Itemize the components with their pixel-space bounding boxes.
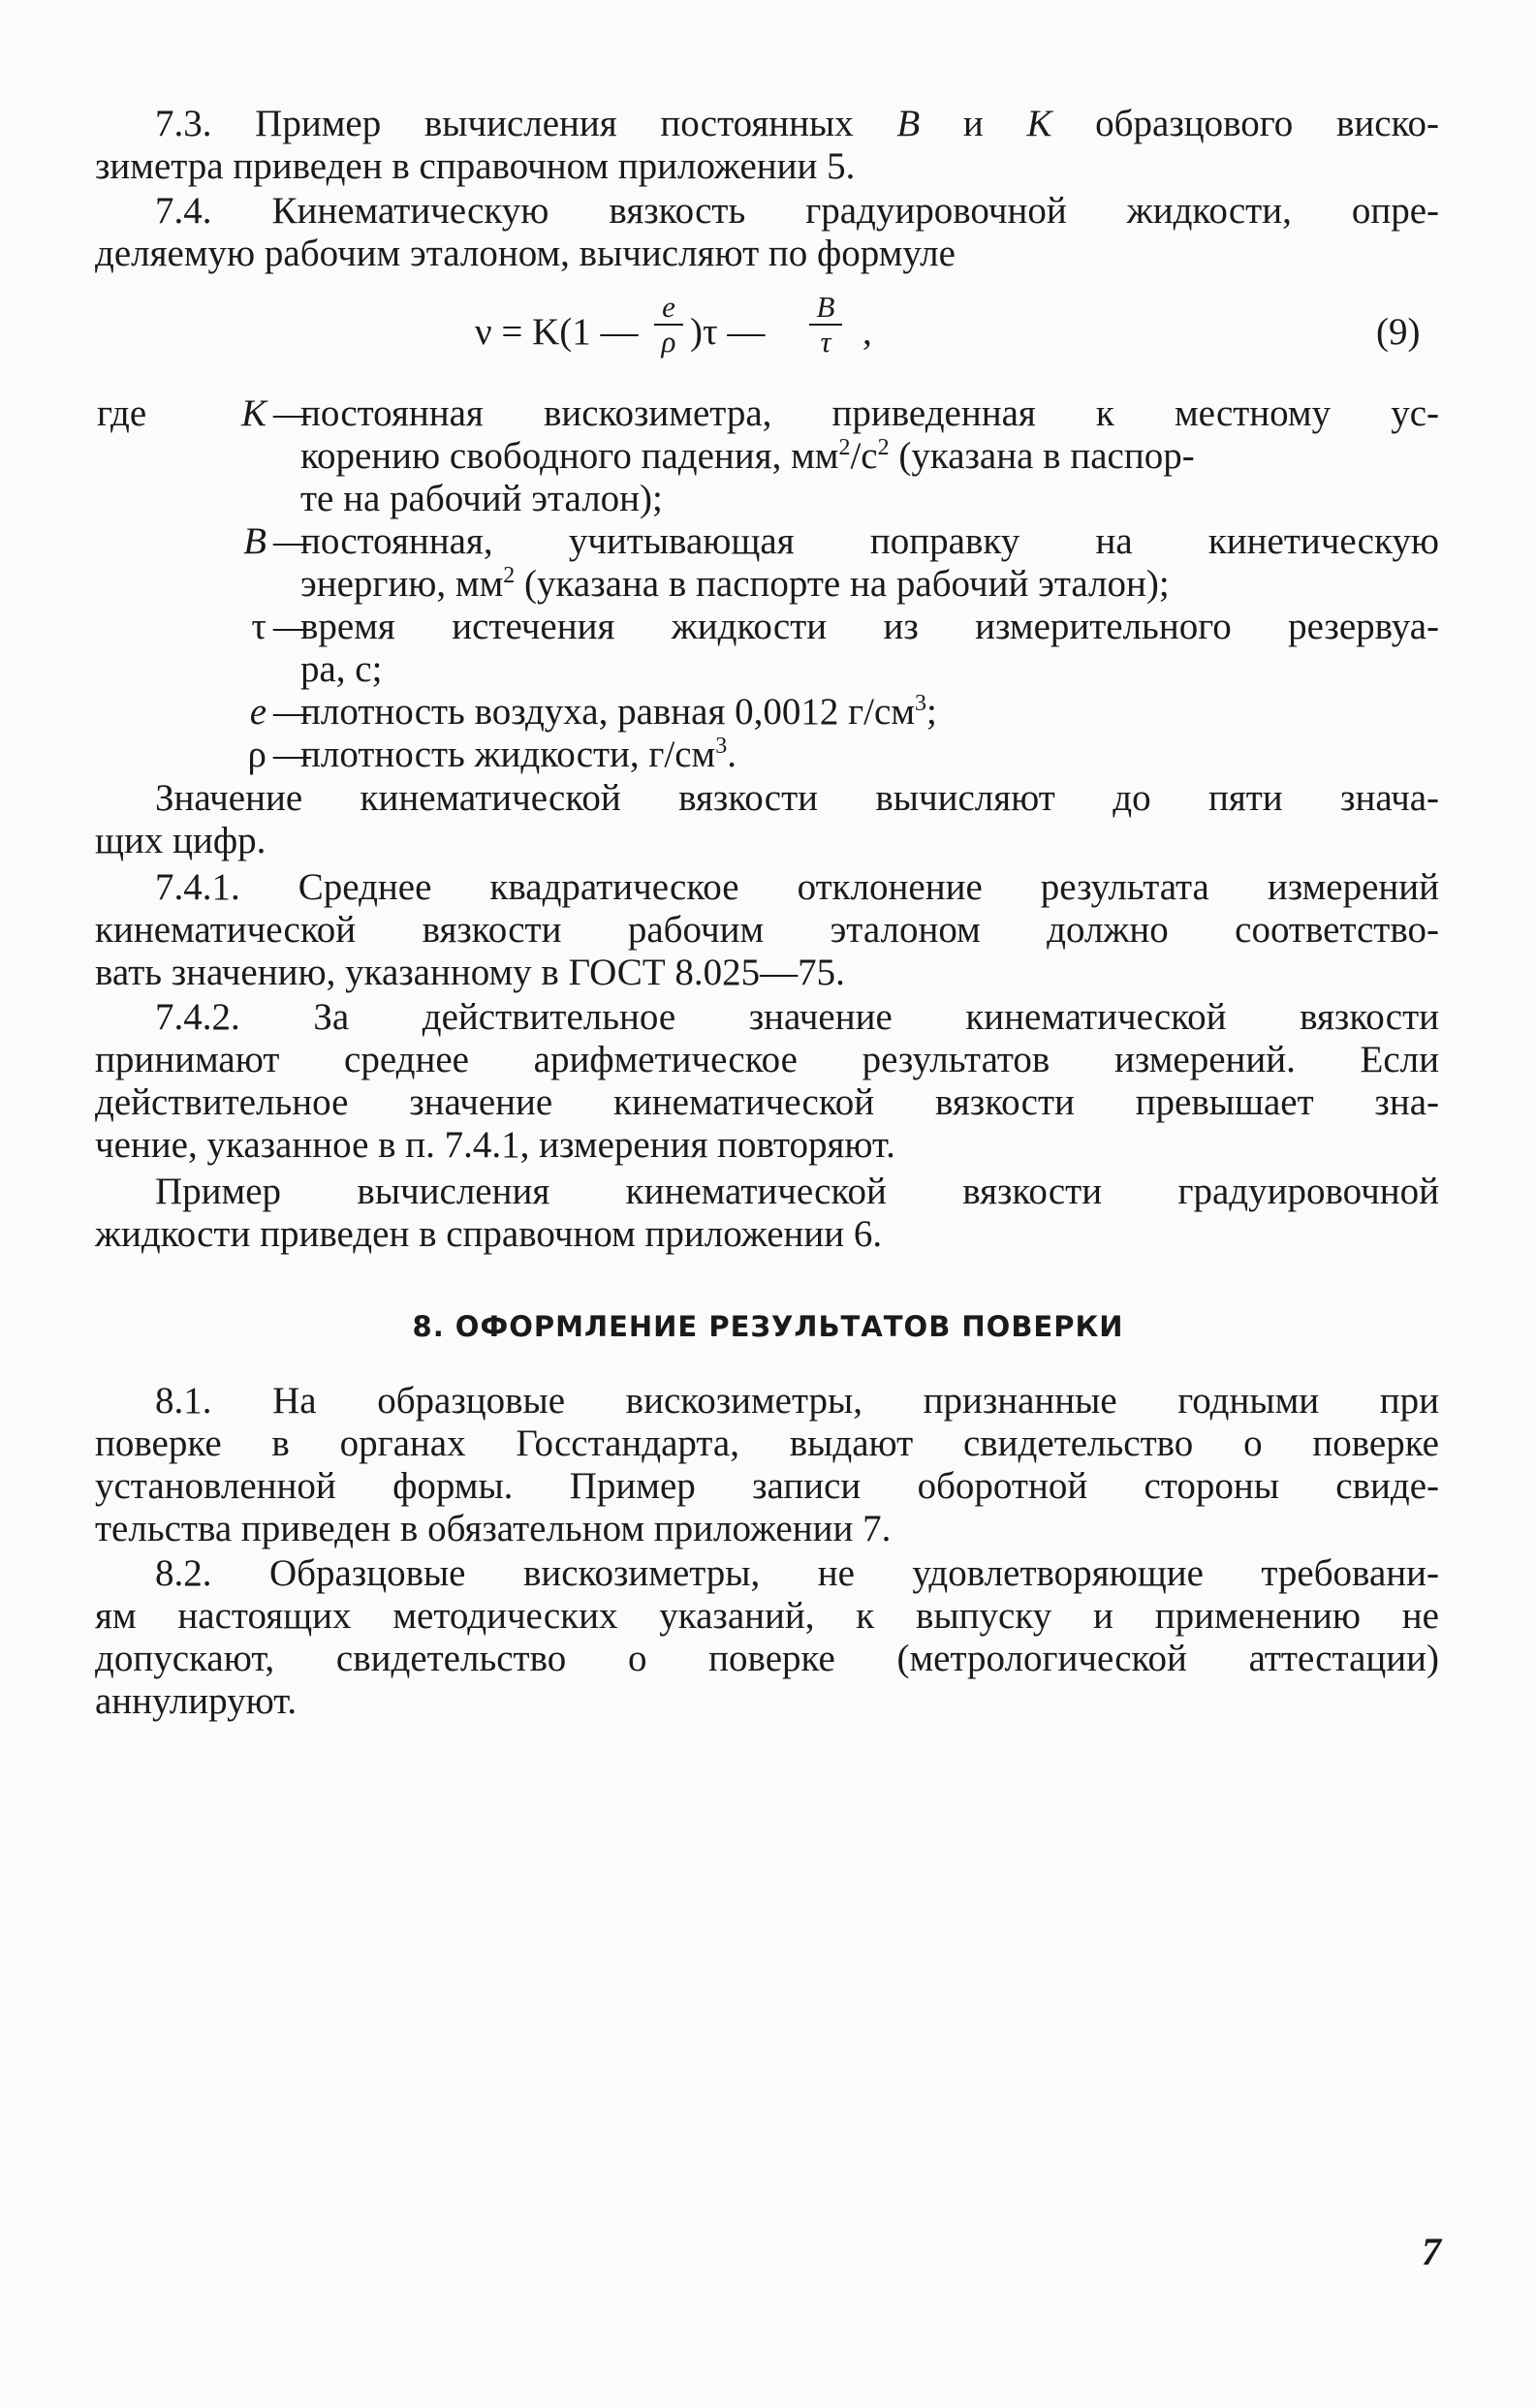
def-symbol-k: K: [240, 392, 266, 434]
def-symbol-b: B: [243, 520, 266, 562]
def-k-line-1: постоянная вискозиметра, приведенная к местному ус-: [300, 392, 1439, 434]
p742-line-4: чение, указанное в п. 7.4.1, измерения повторяют.: [95, 1124, 895, 1166]
p742-line-2: принимают среднее арифметическое результатов измерений. Если: [95, 1039, 1439, 1080]
def-symbol-e: e: [249, 691, 266, 733]
p742-example-line-1: Пример вычисления кинематической вязкости градуировочной: [155, 1171, 1439, 1212]
def-symbol-tau: τ: [251, 606, 266, 647]
def-k-line-2: корению свободного падения, $мм^2/с^2$ (указана в паспор-: [300, 435, 1195, 477]
def-rho-line-1: плотность жидкости, $г/см^3$.: [300, 734, 737, 775]
formula-comma: ,: [862, 311, 872, 353]
p741-line-2: кинематической вязкости рабочим эталоном должно соответство-: [95, 909, 1439, 951]
p81-line-3: установленной формы. Пример записи оборотной стороны свиде-: [95, 1465, 1439, 1507]
formula-fraction-b-tau: [809, 291, 842, 359]
def-dash-e: —: [273, 691, 311, 733]
p742-example-line-2: жидкости приведен в справочном приложении 6.: [95, 1213, 883, 1255]
frac2-denominator: τ: [820, 325, 831, 359]
p73-line-1: 7.3. Пример вычисления постоянных B и K образцового виско-: [155, 103, 1440, 144]
page-number: 7: [1422, 2230, 1441, 2273]
def-b-line-1: постоянная, учитывающая поправку на кинетическую: [300, 520, 1439, 562]
p73-line-2: зиметра приведен в справочном приложении 5.: [95, 145, 856, 187]
where-word: где: [97, 392, 147, 434]
frac1-numerator: e: [662, 290, 675, 324]
p81-line-2: поверке в органах Госстандарта, выдают свидетельство о поверке: [95, 1423, 1439, 1464]
p742-line-1: 7.4.2. За действительное значение кинематической вязкости: [155, 996, 1439, 1038]
section-8-heading: 8. ОФОРМЛЕНИЕ РЕЗУЛЬТАТОВ ПОВЕРКИ: [412, 1310, 1124, 1343]
def-dash-tau: —: [273, 606, 311, 647]
def-b-line-2: энергию, $мм^2$ (указана в паспорте на рабочий эталон);: [300, 563, 1170, 605]
p741-line-3: вать значению, указанному в ГОСТ 8.025—75.: [95, 952, 845, 993]
def-k-line-3: те на рабочий эталон);: [300, 478, 663, 519]
p74-line-2: деляемую рабочим эталоном, вычисляют по формуле: [95, 233, 956, 274]
p741-line-1: 7.4.1. Среднее квадратическое отклонение результата измерений: [155, 866, 1439, 908]
def-dash-b: —: [273, 520, 311, 562]
formula-lhs: ν = K(1 —: [475, 311, 639, 353]
p82-line-3: допускают, свидетельство о поверке (метрологической аттестации): [95, 1638, 1439, 1679]
def-dash-rho: —: [273, 734, 311, 775]
formula-mid: )τ —: [690, 311, 766, 353]
def-dash-k: —: [273, 392, 311, 434]
p81-line-1: 8.1. На образцовые вискозиметры, признанные годными при: [155, 1380, 1439, 1422]
def-tau-line-1: время истечения жидкости из измерительного резервуа-: [300, 606, 1439, 647]
p82-line-4: аннулируют.: [95, 1680, 298, 1722]
equation-number: (9): [1376, 311, 1421, 353]
def-tau-line-2: ра, с;: [300, 648, 383, 690]
p74-tail-line-1: Значение кинематической вязкости вычисляют до пяти знача-: [155, 777, 1439, 819]
p82-line-2: ям настоящих методических указаний, к выпуску и применению не: [95, 1595, 1439, 1637]
frac2-numerator: B: [816, 290, 835, 324]
frac1-denominator: ρ: [661, 325, 676, 359]
p74-line-1: 7.4. Кинематическую вязкость градуировочной жидкости, опре-: [155, 190, 1439, 232]
p81-line-4: тельства приведен в обязательном приложении 7.: [95, 1508, 892, 1549]
def-e-line-1: плотность воздуха, равная 0,0012 $г/см^3$;: [300, 691, 937, 733]
def-symbol-rho: ρ: [247, 734, 266, 775]
p82-line-1: 8.2. Образцовые вискозиметры, не удовлетворяющие требовани-: [155, 1552, 1439, 1594]
formula-fraction-e-rho: [654, 291, 683, 359]
p742-line-3: действительное значение кинематической вязкости превышает зна-: [95, 1081, 1439, 1123]
p74-tail-line-2: щих цифр.: [95, 820, 266, 861]
